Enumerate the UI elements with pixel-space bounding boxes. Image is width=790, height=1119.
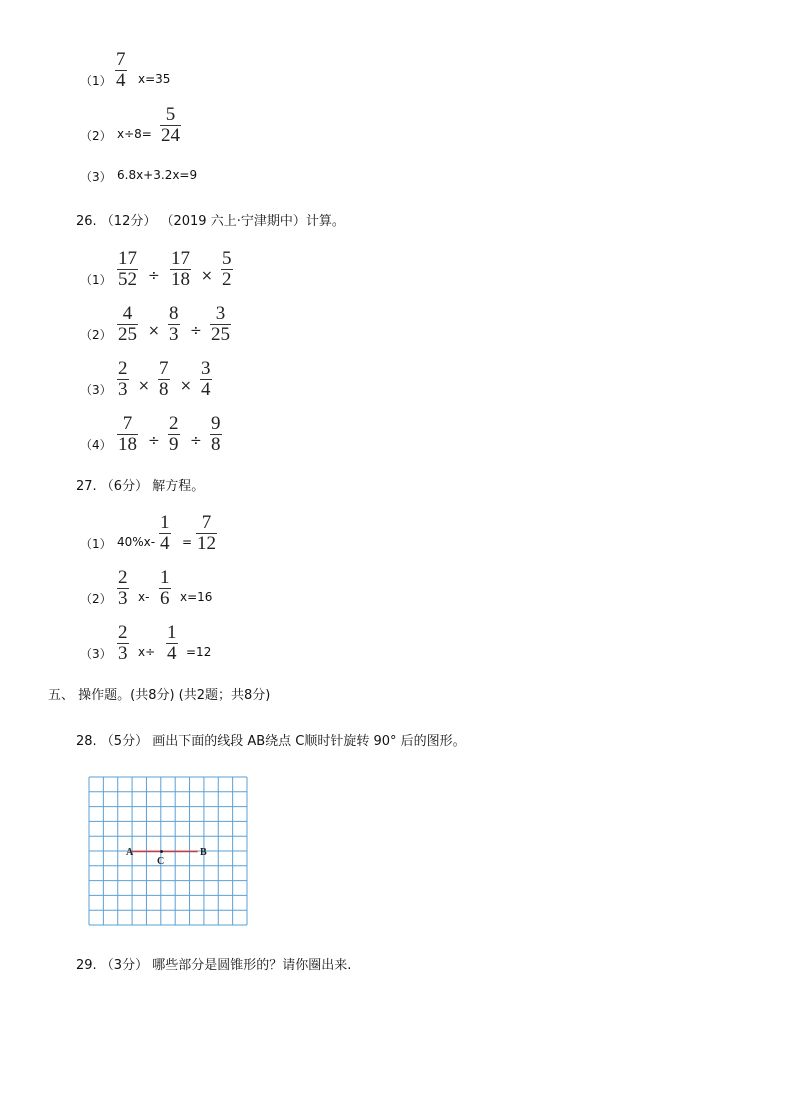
point-a-label: A xyxy=(126,847,134,858)
q26-p2-fraction-1 xyxy=(117,304,138,345)
point-c xyxy=(160,850,163,853)
numerator: 1 xyxy=(160,567,170,588)
q25-p3-text: 6.8x+3.2x=9 xyxy=(117,168,198,182)
q26-p2-fraction-3 xyxy=(210,304,231,345)
q27-p1-fraction-1 xyxy=(159,513,171,554)
q27-p1-label: （1） xyxy=(80,537,112,551)
q25-p1-fraction xyxy=(115,50,127,91)
numerator: 2 xyxy=(118,567,128,588)
q27-p1-equals: = xyxy=(182,535,193,549)
q26-p2-label: （2） xyxy=(80,328,112,342)
q26-p3-fraction-1 xyxy=(117,359,129,400)
q26-p1-operator-2: × xyxy=(201,268,213,284)
q27-p3-tail: =12 xyxy=(186,645,212,659)
q26-p1-fraction-1 xyxy=(117,249,138,290)
numerator: 8 xyxy=(169,303,179,324)
denominator: 18 xyxy=(171,269,190,290)
q26-p1-label: （1） xyxy=(80,273,112,287)
denominator: 8 xyxy=(159,379,169,400)
q25-p3-label: （3） xyxy=(80,170,112,184)
denominator: 4 xyxy=(201,379,211,400)
q26-p1-fraction-2 xyxy=(170,249,191,290)
denominator: 4 xyxy=(160,533,170,554)
q26-p2-fraction-2 xyxy=(168,304,180,345)
denominator: 18 xyxy=(118,434,137,455)
denominator: 9 xyxy=(169,434,179,455)
denominator: 3 xyxy=(118,379,128,400)
numerator: 1 xyxy=(167,622,177,643)
q26-p3-fraction-2 xyxy=(158,359,170,400)
q25-p2-numerator: 5 xyxy=(165,104,176,125)
numerator: 9 xyxy=(211,413,221,434)
q26-p3-label: （3） xyxy=(80,383,112,397)
q25-p1-numerator: 7 xyxy=(116,49,126,70)
q27-p1-fraction-2 xyxy=(196,513,217,554)
section-5-title: 五、 操作题。(共8分) (共2题；共8分) xyxy=(48,688,271,703)
q27-p1-head: 40%x- xyxy=(117,535,156,549)
q27-p2-mid: x- xyxy=(138,590,150,604)
q26-p4-operator-1: ÷ xyxy=(148,433,160,449)
numerator: 7 xyxy=(159,358,169,379)
denominator: 3 xyxy=(118,588,128,609)
point-b-label: B xyxy=(200,847,207,858)
numerator: 3 xyxy=(201,358,211,379)
denominator: 25 xyxy=(118,324,137,345)
numerator: 17 xyxy=(118,248,137,269)
numerator: 4 xyxy=(122,303,133,324)
numerator: 5 xyxy=(222,248,232,269)
numerator: 1 xyxy=(160,512,170,533)
q27-p2-label: （2） xyxy=(80,592,112,606)
q26-p4-fraction-2 xyxy=(168,414,180,455)
q25-p2-label: （2） xyxy=(80,129,112,143)
q26-p4-fraction-3 xyxy=(210,414,222,455)
q25-p2-fraction xyxy=(160,105,181,146)
q26-title: 26. （12分） （2019 六上·宁津期中）计算。 xyxy=(76,214,345,229)
q26-p1-fraction-3 xyxy=(221,249,233,290)
q26-p2-operator-2: ÷ xyxy=(190,323,202,339)
denominator: 3 xyxy=(118,643,128,664)
point-c-label: C xyxy=(157,856,165,867)
numerator: 2 xyxy=(118,622,128,643)
denominator: 25 xyxy=(211,324,230,345)
numerator: 2 xyxy=(118,358,128,379)
q26-p3-operator-1: × xyxy=(138,378,150,394)
denominator: 6 xyxy=(160,588,170,609)
q27-p2-fraction-1 xyxy=(117,568,129,609)
q29-title: 29. （3分） 哪些部分是圆锥形的？请你圈出来. xyxy=(76,958,352,973)
numerator: 7 xyxy=(122,413,133,434)
q27-title: 27. （6分） 解方程。 xyxy=(76,479,205,494)
denominator: 2 xyxy=(222,269,232,290)
numerator: 17 xyxy=(171,248,190,269)
q25-p2-head: x÷8= xyxy=(117,127,152,141)
q25-p1-tail: x=35 xyxy=(138,72,171,86)
q27-p2-fraction-2 xyxy=(159,568,171,609)
denominator: 3 xyxy=(169,324,179,345)
denominator: 4 xyxy=(167,643,177,664)
q25-p1-label: （1） xyxy=(80,74,112,88)
rotation-grid-diagram xyxy=(88,776,248,926)
q27-p3-fraction-2 xyxy=(166,623,178,664)
q27-p2-tail: x=16 xyxy=(180,590,213,604)
q26-p3-fraction-3 xyxy=(200,359,212,400)
numerator: 2 xyxy=(169,413,179,434)
denominator: 12 xyxy=(197,533,216,554)
q27-p3-mid: x÷ xyxy=(138,645,156,659)
numerator: 3 xyxy=(215,303,226,324)
q26-p4-fraction-1 xyxy=(117,414,138,455)
q26-p4-operator-2: ÷ xyxy=(190,433,202,449)
numerator: 7 xyxy=(201,512,212,533)
q27-p3-fraction-1 xyxy=(117,623,129,664)
q26-p2-operator-1: × xyxy=(148,323,160,339)
q25-p1-denominator: 4 xyxy=(116,70,126,91)
q26-p4-label: （4） xyxy=(80,438,112,452)
denominator: 52 xyxy=(118,269,137,290)
q25-p2-denominator: 24 xyxy=(161,125,180,146)
q28-title: 28. （5分） 画出下面的线段 AB绕点 C顺时针旋转 90° 后的图形。 xyxy=(76,734,466,749)
denominator: 8 xyxy=(211,434,221,455)
q26-p3-operator-2: × xyxy=(180,378,192,394)
q26-p1-operator-1: ÷ xyxy=(148,268,160,284)
q27-p3-label: （3） xyxy=(80,647,112,661)
